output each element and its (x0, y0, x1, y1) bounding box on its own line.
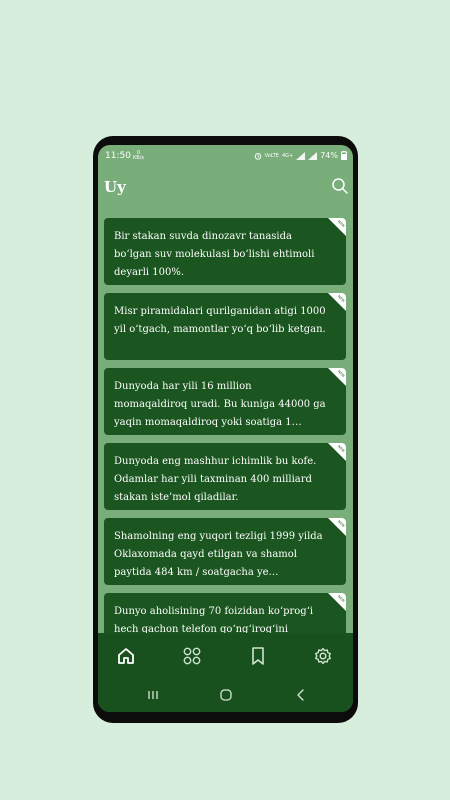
svg-text:NEW: NEW (336, 594, 346, 604)
bookmark-icon[interactable] (248, 646, 268, 666)
fact-text: Bir stakan suvda dinozavr tanasida bo‘lgan suv molekulasi bo‘lishi ehtimoli deyarli 100%. (114, 231, 315, 278)
network-type: 4G+ (281, 152, 294, 159)
recents-icon[interactable] (146, 688, 160, 702)
network-speed: 0 KB/s (133, 150, 144, 161)
new-badge (328, 218, 346, 236)
status-time: 11:50 (105, 151, 131, 161)
fact-text: Misr piramidalari qurilganidan atigi 1000 yil o‘tgach, mamontlar yo‘q bo‘lib ketgan. (114, 306, 326, 335)
facts-list[interactable] (98, 213, 353, 633)
grid-icon[interactable] (182, 646, 202, 666)
signal-icon (296, 152, 305, 160)
settings-icon[interactable] (313, 646, 333, 666)
signal-icon (308, 152, 317, 160)
svg-text:NEW: NEW (336, 294, 346, 304)
status-icons (254, 151, 347, 160)
new-badge (328, 443, 346, 461)
status-bar (98, 145, 353, 169)
search-icon[interactable] (331, 177, 349, 195)
new-badge (328, 518, 346, 536)
new-badge (328, 593, 346, 611)
fact-text: Dunyoda eng mashhur ichimlik bu kofe. Odamlar har yili taxminan 400 milliard stakan iste’mol qiladilar. (114, 456, 317, 503)
back-icon[interactable] (294, 688, 308, 702)
fact-card[interactable] (104, 368, 346, 435)
bottom-navigation (98, 633, 353, 679)
fact-text: Dunyoda har yili 16 million momaqaldiroq uradi. Bu kuniga 44000 ga yaqin momaqaldiroq yoki soatiga 1… (114, 381, 326, 428)
fact-text: Dunyo aholisining 70 foizidan ko‘prog‘i hech qachon telefon qo‘ng‘irog‘ini (114, 606, 314, 633)
fact-card[interactable] (104, 593, 346, 633)
page-title: Uy (104, 178, 126, 196)
battery-percent: 74% (320, 151, 338, 160)
new-badge (328, 293, 346, 311)
fact-text: Shamolning eng yuqori tezligi 1999 yilda Oklaxomada qayd etilgan va shamol paytida 484 km / soatgacha ye… (114, 531, 323, 578)
fact-card[interactable] (104, 293, 346, 360)
app-bar (98, 173, 353, 203)
home-circle-icon[interactable] (219, 688, 233, 702)
volte-label: VoLTE (264, 152, 279, 159)
alarm-icon (254, 152, 262, 160)
fact-card[interactable] (104, 443, 346, 510)
battery-icon (341, 151, 347, 160)
home-icon[interactable] (116, 646, 136, 666)
svg-text:NEW: NEW (336, 369, 346, 379)
svg-text:NEW: NEW (336, 444, 346, 454)
new-badge (328, 368, 346, 386)
system-navigation-bar (98, 679, 353, 712)
svg-text:NEW: NEW (336, 519, 346, 529)
fact-card[interactable] (104, 218, 346, 285)
app-screen (98, 145, 353, 712)
svg-text:NEW: NEW (336, 219, 346, 229)
fact-card[interactable] (104, 518, 346, 585)
